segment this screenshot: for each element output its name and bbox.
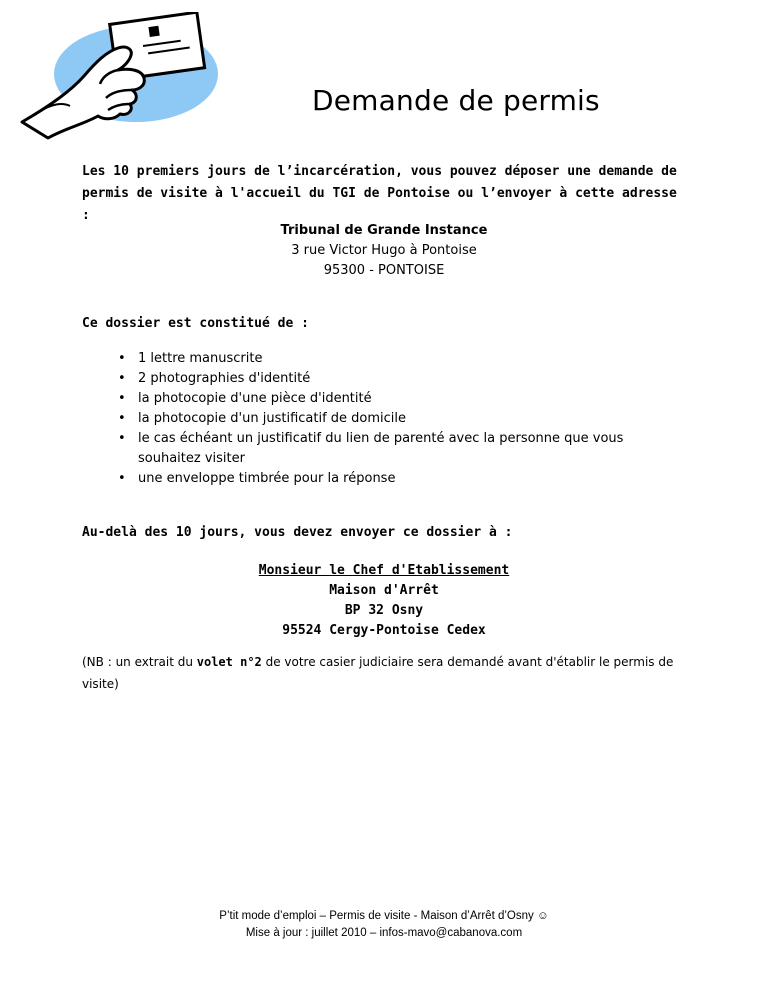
tgi-city: 95300 - PONTOISE <box>323 263 445 278</box>
nb-bold: volet n°2 <box>196 655 262 669</box>
nb-text-after: de votre casier judiciaire sera demandé avant d'établir le permis de visite) <box>82 655 674 691</box>
nb-text-before: (NB : un extrait du <box>82 655 197 669</box>
prison-name: Maison d'Arrêt <box>329 583 439 598</box>
documents-list <box>118 349 678 489</box>
prison-address <box>0 561 768 641</box>
page-title: Demande de permis <box>312 84 600 117</box>
list-item: • la photocopie d'un justificatif de domicile <box>118 409 678 429</box>
tgi-street: 3 rue Victor Hugo à Pontoise <box>291 243 477 258</box>
footer-line-2: Mise à jour : juillet 2010 – infos-mavo@cabanova.com <box>245 927 523 939</box>
footer <box>0 908 768 942</box>
list-item: • une enveloppe timbrée pour la réponse <box>118 469 678 489</box>
hand-holding-card-icon <box>18 12 218 140</box>
list-item: • 1 lettre manuscrite <box>118 349 678 369</box>
list-item: • la photocopie d'une pièce d'identité <box>118 389 678 409</box>
list-item: • 2 photographies d'identité <box>118 369 678 389</box>
after-label: Au-delà des 10 jours, vous devez envoyer ce dossier à : <box>82 525 513 540</box>
recipient: Monsieur le Chef d'Etablissement <box>258 563 510 578</box>
tgi-address <box>0 221 768 281</box>
list-item: • le cas échéant un justificatif du lien de parenté avec la personne que vous souhaitez visiter <box>118 429 678 469</box>
nb-note <box>82 651 682 695</box>
intro-paragraph: Les 10 premiers jours de l’incarcération, vous pouvez déposer une demande de permis de visite à l'accueil du TGI de Pontoise ou l’envoyer à cette adresse : <box>82 164 677 223</box>
prison-city: 95524 Cergy-Pontoise Cedex <box>282 623 486 638</box>
footer-line-1: P’tit mode d’emploi – Permis de visite - Maison d’Arrêt d’Osny ☺ <box>219 910 549 922</box>
dossier-label: Ce dossier est constitué de : <box>82 316 309 331</box>
tgi-name: Tribunal de Grande Instance <box>280 223 488 238</box>
prison-bp: BP 32 Osny <box>344 603 424 618</box>
